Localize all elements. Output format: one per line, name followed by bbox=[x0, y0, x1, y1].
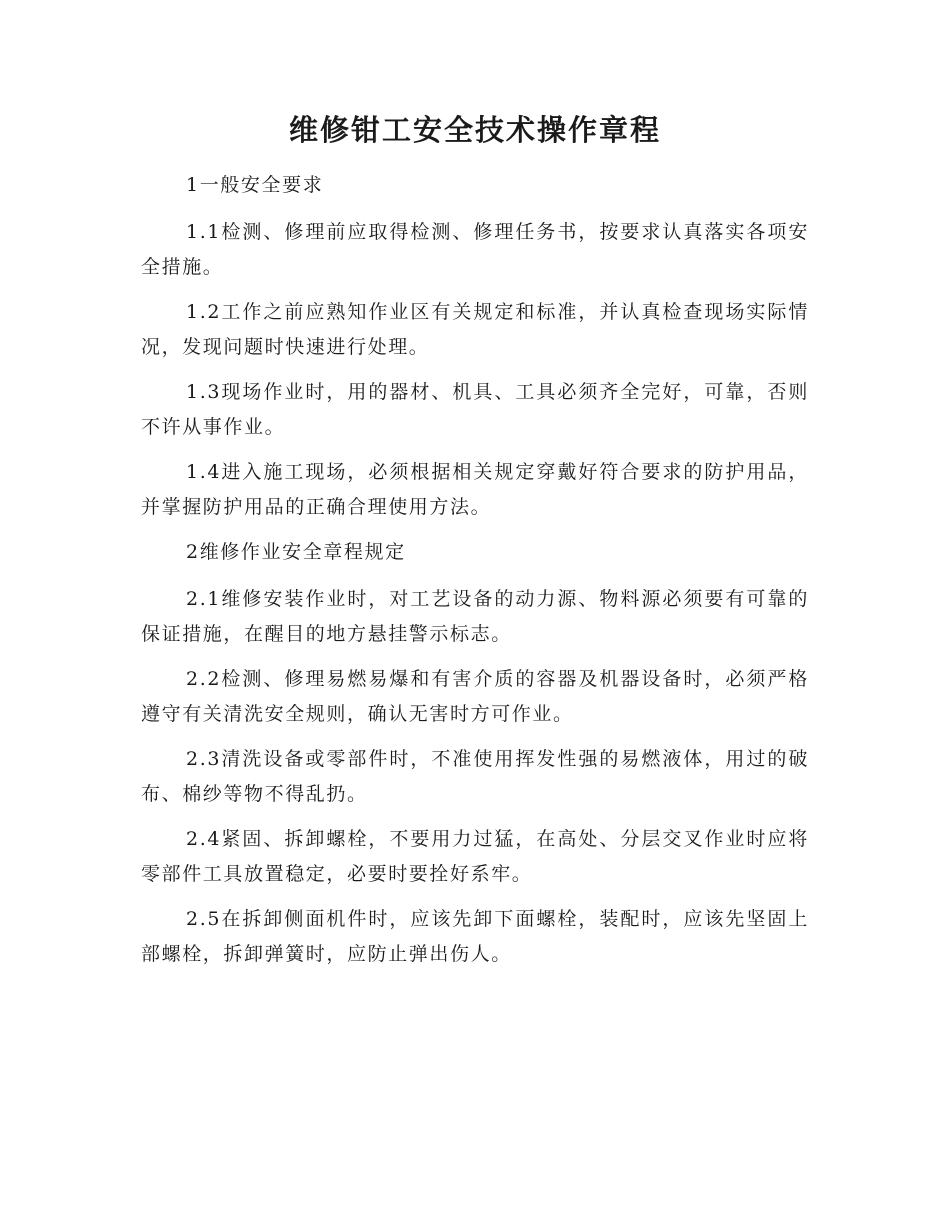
paragraph-2-1: 2.1维修安装作业时，对工艺设备的动力源、物料源必须要有可靠的保证措施，在醒目的地方悬挂警示标志。 bbox=[141, 588, 809, 645]
paragraph-2-2: 2.2检测、修理易燃易爆和有害介质的容器及机器设备时，必须严格遵守有关清洗安全规则，确认无害时方可作业。 bbox=[141, 668, 809, 725]
section-heading-1: 1一般安全要求 bbox=[186, 174, 324, 196]
section-heading-2: 2维修作业安全章程规定 bbox=[186, 541, 406, 563]
document-title: 维修钳工安全技术操作章程 bbox=[288, 113, 661, 147]
paragraph-2-3: 2.3清洗设备或零部件时，不准使用挥发性强的易燃液体，用过的破布、棉纱等物不得乱扔。 bbox=[141, 748, 809, 805]
paragraph-1-3: 1.3现场作业时，用的器材、机具、工具必须齐全完好，可靠，否则不许从事作业。 bbox=[141, 381, 809, 438]
paragraph-2-4: 2.4紧固、拆卸螺栓，不要用力过猛，在高处、分层交叉作业时应将零部件工具放置稳定，必要时要拴好系牢。 bbox=[141, 828, 809, 885]
paragraph-1-2: 1.2工作之前应熟知作业区有关规定和标准，并认真检查现场实际情况，发现问题时快速进行处理。 bbox=[141, 301, 809, 358]
paragraph-2-5: 2.5在拆卸侧面机件时，应该先卸下面螺栓，装配时，应该先坚固上部螺栓，拆卸弹簧时，应防止弹出伤人。 bbox=[141, 908, 809, 965]
paragraph-1-1: 1.1检测、修理前应取得检测、修理任务书，按要求认真落实各项安全措施。 bbox=[141, 221, 809, 278]
document-body bbox=[141, 168, 809, 982]
paragraph-1-4: 1.4进入施工现场，必须根据相关规定穿戴好符合要求的防护用品，并掌握防护用品的正确合理使用方法。 bbox=[141, 461, 809, 518]
